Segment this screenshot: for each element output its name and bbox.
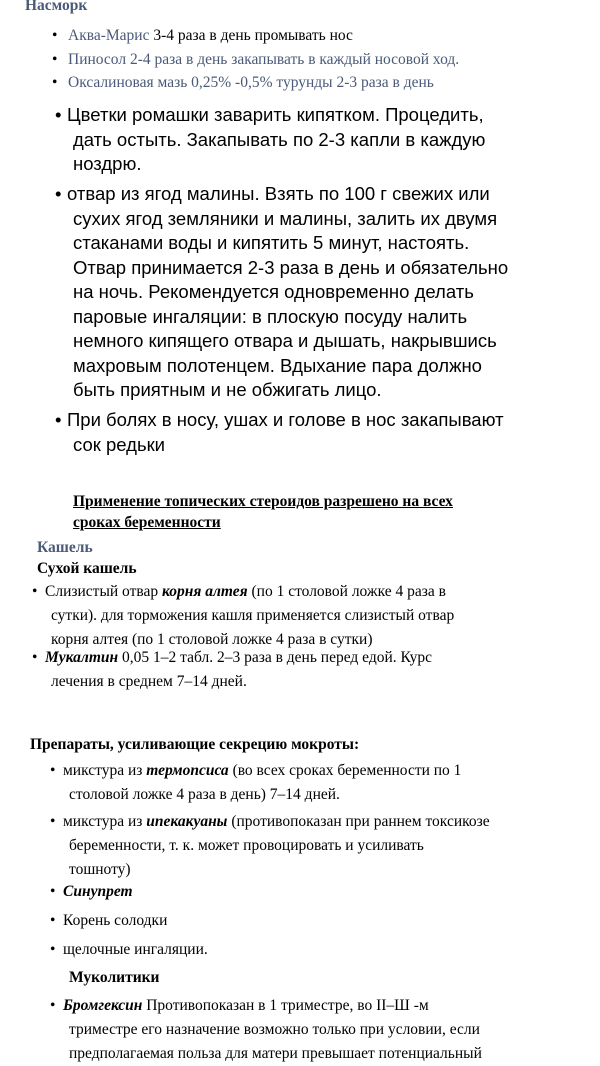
- drug-name: Аква-Марис: [68, 27, 150, 44]
- bullet: •: [52, 27, 58, 44]
- text-line: сухих ягод земляники и малины, залить их двумя: [73, 207, 498, 229]
- text-line: лечения в среднем 7–14 дней.: [51, 673, 247, 690]
- note-line: Применение топических стероидов разрешено на всех: [73, 493, 453, 510]
- item-text: 3-4 раза в день промывать нос: [149, 27, 353, 44]
- list-item-ipecac: • микстура из ипекакуаны (противопоказан при раннем токсикозе беременности, т. к. может провоцировать и усиливать тошноту): [50, 810, 490, 882]
- text-line: тошноту): [69, 861, 131, 878]
- text-line: на ночь. Рекомендуется одновременно делать: [73, 281, 474, 302]
- text-line: Цветки ромашки заварить кипятком. Процедить,: [67, 104, 484, 125]
- text-line: сок редьки: [73, 433, 166, 455]
- drug-name: Мукалтин: [45, 649, 119, 666]
- bullet: •: [55, 409, 62, 430]
- bullet: •: [50, 912, 56, 929]
- bullet: •: [50, 941, 56, 958]
- bullet: •: [32, 649, 38, 666]
- list-item-althea: • Слизистый отвар корня алтея (по 1 столовой ложке 4 раза в сутки). для торможения кашля применяется слизистый отвар корня алтея (по 1 столовой ложке 4 раза в сутки): [32, 580, 454, 652]
- list-item-mucaltin: • Мукалтин 0,05 1–2 табл. 2–3 раза в день перед едой. Курс лечения в среднем 7–14 дней.: [32, 646, 432, 694]
- text-line: корня алтея (по 1 столовой ложке 4 раза в сутки): [51, 631, 373, 648]
- text-line: предполагаемая польза для матери превышает потенциальный: [69, 1045, 482, 1062]
- text-line: быть приятным и не обжигать лицо.: [73, 379, 382, 400]
- drug-name: ипекакуаны: [146, 813, 228, 830]
- drug-name: Синупрет: [63, 883, 133, 900]
- text-line: столовой ложке 4 раза в день) 7–14 дней.: [69, 786, 340, 803]
- item-text: Оксалиновая мазь 0,25% -0,5% турунды 2-3 раза в день: [68, 74, 434, 91]
- item-text: Пиносол 2-4 раза в день закапывать в каждый носовой ход.: [68, 51, 460, 68]
- text-line: отвар из ягод малины. Взять по 100 г свежих или: [67, 183, 490, 204]
- drug-name: Бромгексин: [63, 997, 143, 1014]
- bullet: •: [55, 104, 62, 125]
- item-text: Корень солодки: [63, 912, 168, 929]
- expectorants-heading: Препараты, усиливающие секрецию мокроты:: [30, 736, 360, 753]
- list-item-licorice: [50, 909, 167, 933]
- steroids-note: [73, 491, 453, 533]
- bullet: •: [50, 762, 56, 779]
- text-line: триместре его назначение возможно только при условии, если: [69, 1021, 480, 1038]
- cough-heading: Кашель: [37, 539, 93, 556]
- text-line: паровые ингаляции: в плоскую посуду налить: [73, 305, 468, 327]
- text-line: Отвар принимается 2-3 раза в день и обязательно: [73, 256, 509, 278]
- rhinitis-heading: Насморк: [25, 0, 88, 14]
- bullet: •: [50, 813, 56, 830]
- text-line: стаканами воды и кипятить 5 минут, настоять.: [73, 232, 470, 253]
- bullet: •: [52, 51, 58, 68]
- text-line: махровым полотенцем. Вдыхание пара должно: [73, 354, 482, 376]
- folk-item-chamomile: [55, 103, 575, 177]
- drug-name: корня алтея: [161, 583, 248, 600]
- folk-item-raspberry: [55, 182, 575, 403]
- text-line: При болях в носу, ушах и голове в нос закапывают: [67, 409, 504, 430]
- bullet: •: [32, 583, 38, 600]
- text-line: беременности, т. к. может провоцировать и усиливать: [69, 837, 424, 854]
- bullet: •: [55, 183, 62, 204]
- text-line: ноздрю.: [73, 153, 142, 174]
- list-item-inhalations: [50, 938, 208, 962]
- mucolytics-heading: Муколитики: [69, 969, 160, 986]
- text-line: сутки). для торможения кашля применяется слизистый отвар: [51, 607, 455, 624]
- item-text: щелочные ингаляции.: [63, 941, 208, 958]
- drug-name: термопсиса: [146, 762, 229, 779]
- bullet: •: [50, 883, 56, 900]
- dry-cough-heading: Сухой кашель: [37, 560, 137, 577]
- bullet: •: [50, 997, 56, 1014]
- text-line: дать остыть. Закапывать по 2-3 капли в каждую: [73, 128, 486, 150]
- text-line: немного кипящего отвара и дышать, накрывшись: [73, 330, 497, 351]
- note-line: сроках беременности: [73, 514, 221, 531]
- list-item-sinupret: [50, 880, 133, 904]
- list-item-thermopsis: • микстура из термопсиса (во всех сроках беременности по 1 столовой ложке 4 раза в день) 7–14 дней.: [50, 759, 461, 807]
- bullet: •: [52, 74, 58, 91]
- list-item-bromhexine: • Бромгексин Противопоказан в 1 триместре, во II–Ш -м триместре его назначение возможно только при условии, если предполагаемая польза для матери превышает потенциальный: [50, 994, 482, 1066]
- folk-item-radish: [55, 408, 575, 457]
